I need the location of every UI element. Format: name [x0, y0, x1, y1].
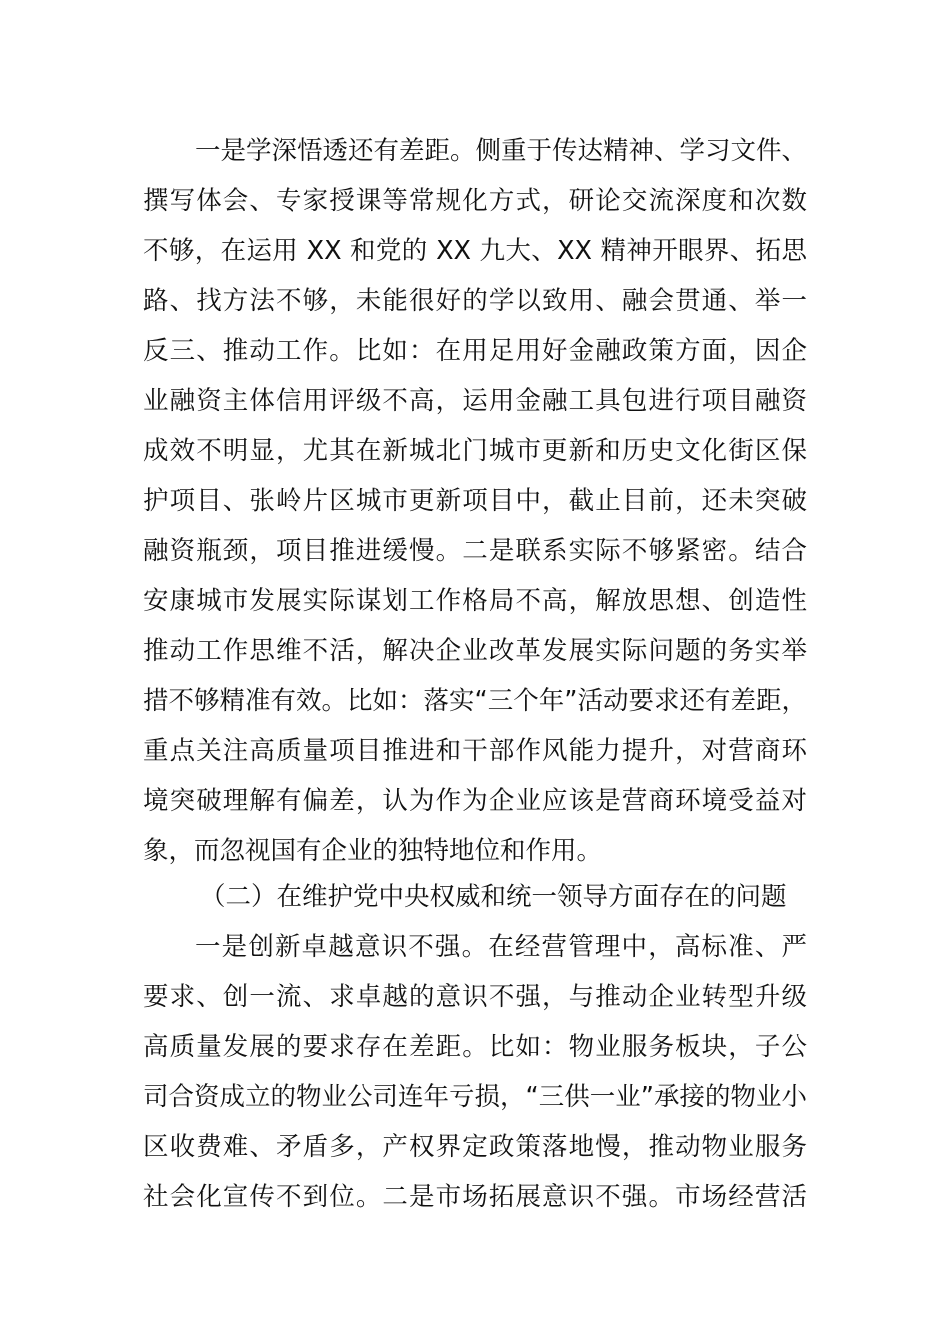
paragraph-line: 区收费难、矛盾多，产权界定政策落地慢，推动物业服务: [143, 1132, 807, 1162]
paragraph-line: 安康城市发展实际谋划工作格局不高，解放思想、创造性: [143, 586, 807, 616]
paragraph-line: 高质量发展的要求存在差距。比如：物业服务板块，子公: [143, 1032, 807, 1062]
paragraph-line: 境突破理解有偏差，认为作为企业应该是营商环境受益对: [143, 786, 807, 816]
paragraph-line: 推动工作思维不活，解决企业改革发展实际问题的务实举: [143, 636, 807, 666]
paragraph-line: 成效不明显，尤其在新城北门城市更新和历史文化街区保: [143, 436, 807, 466]
paragraph-line: 象，而忽视国有企业的独特地位和作用。: [143, 836, 603, 866]
paragraph-line: 业融资主体信用评级不高，运用金融工具包进行项目融资: [143, 386, 807, 416]
paragraph-line: 社会化宣传不到位。二是市场拓展意识不强。市场经营活: [143, 1182, 807, 1212]
paragraph-line: 措不够精准有效。比如：落实“三个年”活动要求还有差距，: [143, 686, 807, 716]
paragraph-line: 融资瓶颈，项目推进缓慢。二是联系实际不够紧密。结合: [143, 536, 807, 566]
paragraph-line: 路、找方法不够，未能很好的学以致用、融会贯通、举一: [143, 286, 807, 316]
paragraph-line: 重点关注高质量项目推进和干部作风能力提升，对营商环: [143, 736, 807, 766]
section-heading: （二）在维护党中央权威和统一领导方面存在的问题: [200, 882, 787, 912]
paragraph-line: 一是创新卓越意识不强。在经营管理中，高标准、严: [195, 932, 807, 962]
paragraph-line: 一是学深悟透还有差距。侧重于传达精神、学习文件、: [195, 136, 808, 166]
paragraph-line: 不够，在运用 XX 和党的 XX 九大、XX 精神开眼界、拓思: [143, 236, 807, 266]
paragraph-line: 撰写体会、专家授课等常规化方式，研论交流深度和次数: [143, 186, 807, 216]
paragraph-line: 要求、创一流、求卓越的意识不强，与推动企业转型升级: [143, 982, 807, 1012]
paragraph-line: 司合资成立的物业公司连年亏损，“三供一业”承接的物业小: [143, 1082, 807, 1112]
paragraph-line: 护项目、张岭片区城市更新项目中，截止目前，还未突破: [143, 486, 807, 516]
paragraph-line: 反三、推动工作。比如：在用足用好金融政策方面，因企: [143, 336, 807, 366]
